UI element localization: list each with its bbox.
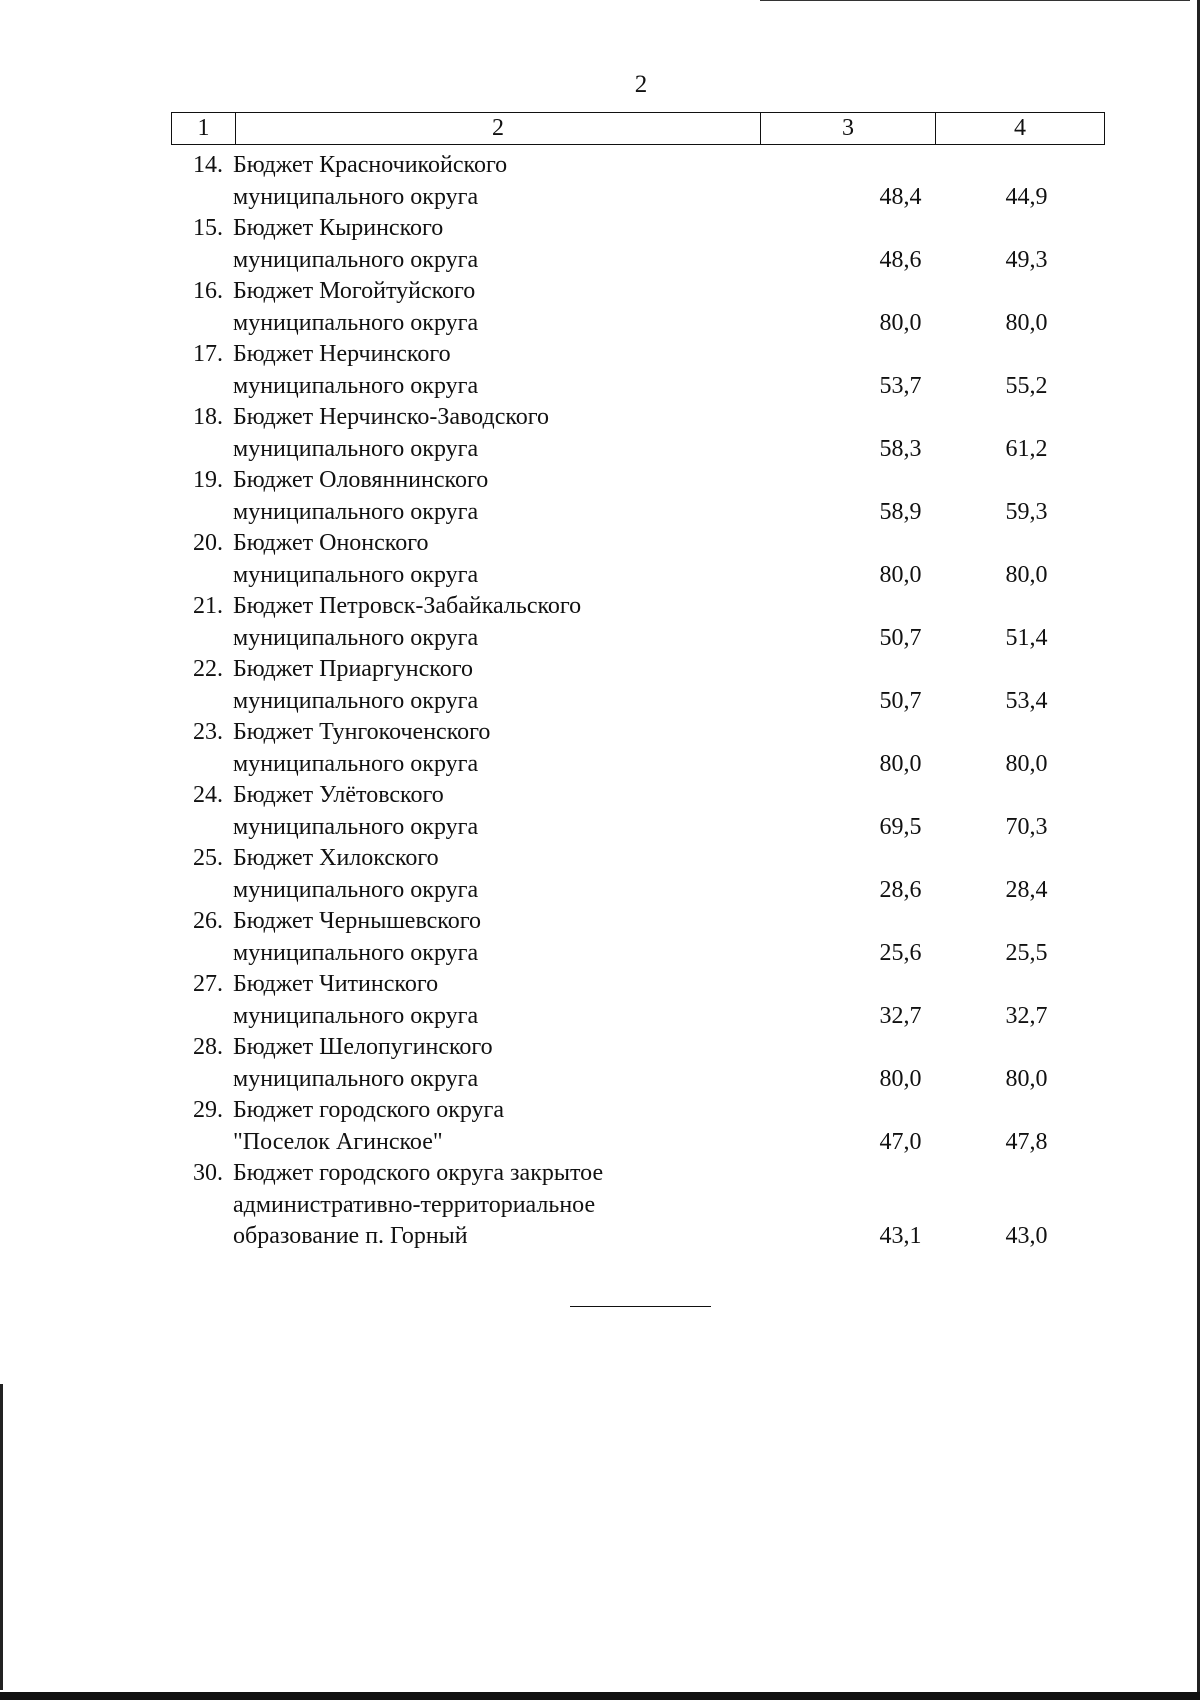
- header-col-1: 1: [172, 113, 236, 144]
- table-row: [171, 969, 1105, 1032]
- value-col-4: 25,5: [1005, 939, 1048, 966]
- budget-name-line: Бюджет Ононского: [233, 530, 429, 556]
- budget-name: [223, 717, 773, 780]
- budget-name: [223, 591, 773, 654]
- scan-artifact-left: [0, 1384, 3, 1690]
- value-col-3: 58,9: [879, 498, 922, 525]
- row-number: 22.: [193, 656, 223, 682]
- value-col-3: 47,0: [879, 1128, 922, 1155]
- budget-name-line: административно-территориальное: [233, 1191, 596, 1218]
- budget-name-line: муниципального округа: [233, 561, 479, 588]
- row-number: 29.: [193, 1097, 223, 1123]
- budget-name-line: Бюджет Хилокского: [233, 845, 439, 871]
- budget-name: [223, 1095, 773, 1158]
- row-number: 26.: [193, 908, 223, 934]
- budget-name-line: Бюджет Читинского: [233, 971, 439, 997]
- value-col-4: 59,3: [1005, 498, 1048, 525]
- value-col-3: 25,6: [879, 939, 922, 966]
- budget-name-line: муниципального округа: [233, 1065, 479, 1092]
- row-number: 17.: [193, 341, 223, 367]
- header-col-2: 2: [236, 113, 761, 144]
- budget-name-line: муниципального округа: [233, 876, 479, 903]
- table-row: [171, 717, 1105, 780]
- value-col-4: 32,7: [1005, 1002, 1048, 1029]
- table-row: [171, 402, 1105, 465]
- row-number: 25.: [193, 845, 223, 871]
- budget-name-line: муниципального округа: [233, 813, 479, 840]
- table-row: [171, 906, 1105, 969]
- budget-name-line: Бюджет Петровск-Забайкальского: [233, 593, 582, 619]
- budget-name: [223, 1158, 773, 1253]
- table-row: [171, 528, 1105, 591]
- scan-artifact-top: [760, 0, 1190, 1]
- row-number: 21.: [193, 593, 223, 619]
- value-col-3: 80,0: [879, 750, 922, 777]
- table-row: [171, 1032, 1105, 1095]
- value-col-4: 43,0: [1005, 1223, 1048, 1249]
- budget-name: [223, 276, 773, 339]
- value-col-4: 80,0: [1005, 1065, 1048, 1092]
- budget-name-line: Бюджет Нерчинского: [233, 341, 451, 367]
- budget-name-line: муниципального округа: [233, 624, 479, 651]
- table-row: [171, 339, 1105, 402]
- value-col-3: 80,0: [879, 1065, 922, 1092]
- value-col-4: 80,0: [1005, 561, 1048, 588]
- row-number: 27.: [193, 971, 223, 997]
- budget-name-line: муниципального округа: [233, 687, 479, 714]
- budget-name: [223, 213, 773, 276]
- budget-name-line: Бюджет городского округа закрытое: [233, 1160, 604, 1186]
- budget-name-line: Бюджет Улётовского: [233, 782, 444, 808]
- budget-name-line: Бюджет Могойтуйского: [233, 278, 476, 304]
- value-col-4: 70,3: [1005, 813, 1048, 840]
- budget-name-line: Бюджет городского округа: [233, 1097, 505, 1123]
- table-row: [171, 1095, 1105, 1158]
- budget-name-line: муниципального округа: [233, 939, 479, 966]
- row-number: 14.: [193, 152, 223, 178]
- table-row: [171, 591, 1105, 654]
- value-col-3: 50,7: [879, 687, 922, 714]
- value-col-4: 28,4: [1005, 876, 1048, 903]
- row-number: 18.: [193, 404, 223, 430]
- budget-name: [223, 843, 773, 906]
- budget-name: [223, 402, 773, 465]
- value-col-4: 61,2: [1005, 435, 1048, 462]
- value-col-3: 80,0: [879, 309, 922, 336]
- row-number: 19.: [193, 467, 223, 493]
- value-col-3: 48,4: [879, 183, 922, 210]
- value-col-4: 80,0: [1005, 750, 1048, 777]
- budget-name-line: муниципального округа: [233, 1002, 479, 1029]
- value-col-4: 49,3: [1005, 246, 1048, 273]
- value-col-4: 44,9: [1005, 183, 1048, 210]
- value-col-4: 53,4: [1005, 687, 1048, 714]
- table-row: [171, 276, 1105, 339]
- header-col-3: 3: [761, 113, 936, 144]
- row-number: 23.: [193, 719, 223, 745]
- value-col-4: 47,8: [1005, 1128, 1048, 1155]
- value-col-3: 32,7: [879, 1002, 922, 1029]
- header-col-4: 4: [1014, 115, 1026, 141]
- budget-name: [223, 906, 773, 969]
- budget-name: [223, 150, 773, 213]
- end-divider: [570, 1306, 711, 1307]
- row-number: 28.: [193, 1034, 223, 1060]
- table-row: [171, 213, 1105, 276]
- budget-table-body: [171, 150, 1105, 1253]
- budget-name-line: образование п. Горный: [233, 1223, 468, 1249]
- value-col-3: 48,6: [879, 246, 922, 273]
- value-col-3: 50,7: [879, 624, 922, 651]
- value-col-3: 43,1: [879, 1223, 922, 1249]
- budget-name-line: Бюджет Шелопугинского: [233, 1034, 493, 1060]
- budget-name: [223, 528, 773, 591]
- table-row: [171, 843, 1105, 906]
- budget-name-line: Бюджет Приаргунского: [233, 656, 473, 682]
- table-header: [171, 112, 1105, 145]
- budget-name-line: муниципального округа: [233, 435, 479, 462]
- budget-name-line: "Поселок Агинское": [233, 1128, 443, 1155]
- value-col-3: 28,6: [879, 876, 922, 903]
- budget-name-line: Бюджет Тунгокоченского: [233, 719, 491, 745]
- page-number: 2: [634, 71, 648, 98]
- table-row: [171, 1158, 1105, 1253]
- table-row: [171, 150, 1105, 213]
- budget-name-line: Бюджет Красночикойского: [233, 152, 508, 178]
- budget-name-line: муниципального округа: [233, 372, 479, 399]
- row-number: 30.: [193, 1160, 223, 1186]
- value-col-3: 53,7: [879, 372, 922, 399]
- budget-name-line: муниципального округа: [233, 183, 479, 210]
- budget-name-line: Бюджет Кыринского: [233, 215, 444, 241]
- value-col-3: 58,3: [879, 435, 922, 462]
- budget-name-line: Бюджет Оловяннинского: [233, 467, 489, 493]
- budget-name-line: Бюджет Нерчинско-Заводского: [233, 404, 550, 430]
- budget-name-line: Бюджет Чернышевского: [233, 908, 481, 934]
- budget-name-line: муниципального округа: [233, 498, 479, 525]
- row-number: 15.: [193, 215, 223, 241]
- table-row: [171, 780, 1105, 843]
- budget-name-line: муниципального округа: [233, 246, 479, 273]
- row-number: 20.: [193, 530, 223, 556]
- row-number: 16.: [193, 278, 223, 304]
- budget-name: [223, 339, 773, 402]
- value-col-4: 80,0: [1005, 309, 1048, 336]
- scan-artifact-bottom: [0, 1692, 1200, 1700]
- budget-name: [223, 1032, 773, 1095]
- value-col-4: 51,4: [1005, 624, 1048, 651]
- budget-name: [223, 780, 773, 843]
- row-number: 24.: [193, 782, 223, 808]
- budget-name-line: муниципального округа: [233, 309, 479, 336]
- table-row: [171, 465, 1105, 528]
- table-row: [171, 654, 1105, 717]
- value-col-3: 69,5: [879, 813, 922, 840]
- budget-name: [223, 654, 773, 717]
- value-col-4: 55,2: [1005, 372, 1048, 399]
- budget-name: [223, 969, 773, 1032]
- budget-name: [223, 465, 773, 528]
- budget-name-line: муниципального округа: [233, 750, 479, 777]
- value-col-3: 80,0: [879, 561, 922, 588]
